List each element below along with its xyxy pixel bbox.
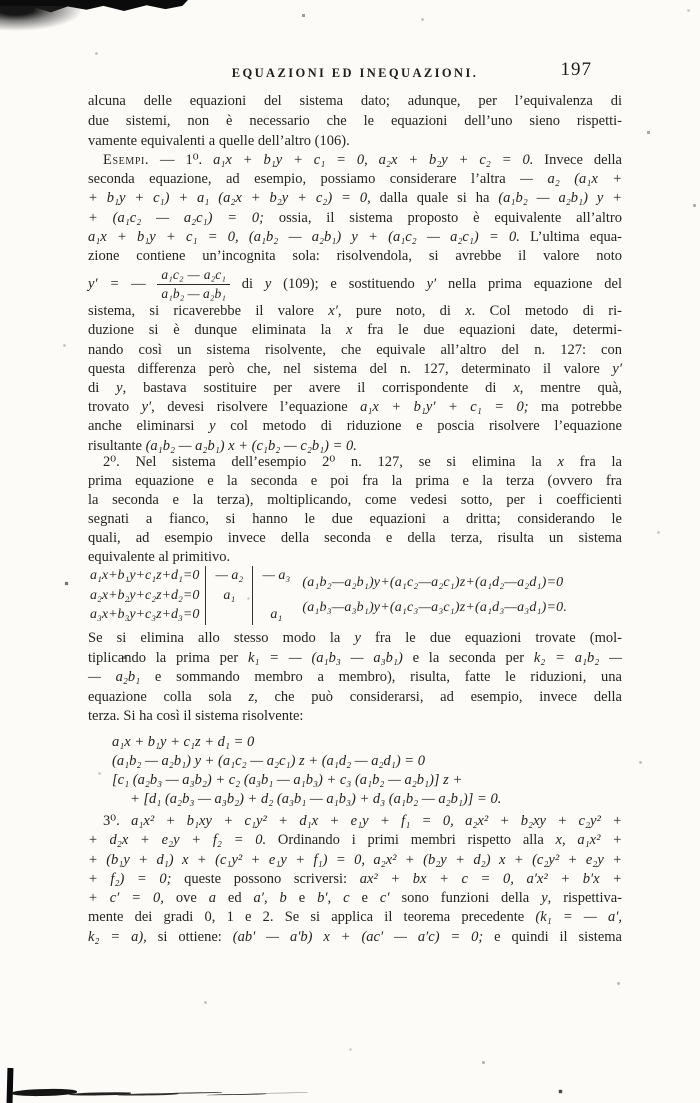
math-text: a₁x + b₁y + c₁ = 0, a₂x + b₂y + c₂ = 0. bbox=[213, 152, 534, 168]
math-text: c bbox=[343, 890, 350, 907]
text-line bbox=[88, 707, 622, 727]
paragraph-esempi-1 bbox=[88, 151, 622, 456]
math-text: y bbox=[541, 890, 548, 907]
multiplier-value: — a₂ bbox=[215, 568, 244, 583]
math-text: y′ bbox=[426, 276, 437, 293]
text-line bbox=[112, 771, 622, 790]
math-text: a₁x + b₁y + c₁z + d₁ = 0 bbox=[112, 734, 255, 750]
math-text: [c₁ (a₂b₃ — a₃b₂) + c₂ (a₃b₁ — a₁b₃) + c₃ (a₁b₂ — a₂b₁)] z + bbox=[112, 772, 463, 788]
math-text: x bbox=[513, 380, 520, 397]
body-text: segnati a fianco, si hanno le due equazioni a dritta; considerando le bbox=[88, 511, 622, 527]
text-line bbox=[88, 170, 622, 189]
body-text: e quindi il sistema bbox=[483, 928, 622, 945]
multiplier-value: a₁ bbox=[270, 607, 283, 622]
math-text: a₁c₂ — a₂c₁ bbox=[161, 266, 226, 282]
math-text: (ab′ — a′b) x + (ac′ — a′c) = 0; bbox=[232, 928, 484, 945]
scan-smudge-bottom-edge bbox=[11, 1089, 77, 1097]
math-text: x′ bbox=[328, 303, 338, 320]
page-number: 197 bbox=[560, 59, 592, 80]
fraction-denominator bbox=[157, 285, 230, 302]
body-text: e sommando membro a membro), risulta, fatte le riduzioni, una bbox=[140, 669, 622, 686]
math-text: + c′ = 0, bbox=[88, 890, 164, 907]
body-text: — bbox=[119, 276, 158, 293]
body-text: fra le due equazioni trovate (mol- bbox=[360, 630, 622, 646]
paragraph-esempio-2 bbox=[88, 453, 622, 567]
math-text: ax² + bx + c = 0, a′x² + b′x + bbox=[359, 870, 622, 887]
text-line bbox=[88, 151, 622, 170]
multiplier-value: a₁ bbox=[223, 587, 236, 603]
body-text: terza. Si ha così il sistema risolvente: bbox=[88, 708, 304, 725]
text-line bbox=[88, 91, 622, 111]
small-caps-text: Esempi. bbox=[103, 152, 150, 168]
scan-ink-smear-top-left bbox=[0, 6, 86, 32]
body-text: fra le due equazioni date, determi- bbox=[352, 322, 623, 339]
text-line bbox=[88, 928, 622, 947]
math-text: + d₂x + e₂y + f₂ = 0. bbox=[88, 832, 267, 849]
body-text: duzione si è dunque eliminata la bbox=[88, 322, 346, 339]
body-text: , rispettiva- bbox=[547, 890, 622, 907]
text-line bbox=[88, 668, 622, 688]
math-text: y′ bbox=[141, 399, 152, 416]
body-text bbox=[103, 152, 213, 168]
math-text: (a₁b₂ — a₂b₁) y + (a₁c₂ — a₂c₁) z + (a₁d₂ — a₂d₁) = 0 bbox=[112, 753, 425, 769]
body-text: ossia, il sistema proposto è equivalente all’altro bbox=[263, 209, 623, 226]
multiplier-column-second bbox=[252, 566, 293, 625]
eliminated-system-display bbox=[90, 566, 567, 625]
body-text: due sistemi, non è necessario che le equazioni dell’uno sieno rispetti- bbox=[88, 113, 622, 129]
math-text: x bbox=[465, 303, 472, 320]
body-text: quali, ad esempio invece della seconda e della terza, risulta un sistema bbox=[88, 530, 622, 546]
math-text: y bbox=[264, 276, 272, 293]
math-text: (a₁b₂ — a₂b₁) y + bbox=[498, 190, 623, 207]
math-text: b bbox=[279, 890, 287, 907]
text-line bbox=[112, 790, 622, 809]
math-text: a₁x + b₁y + c₁ = 0, (a₁b₂ — a₂b₁) y + (a₁c₂ — a₂c₁) = 0. bbox=[88, 228, 520, 245]
math-text: a′ bbox=[253, 890, 264, 907]
math-text: + (b₁y + d₁) x + (c₁y² + e₁y + f₁) = 0, a₂x² + (b₂y + d₂) x + (c₂y² + e₂y + bbox=[88, 851, 622, 868]
body-text: tiplicando la prima per bbox=[88, 649, 248, 666]
body-text: ed bbox=[215, 890, 254, 907]
body-text: di bbox=[229, 276, 265, 293]
body-text: risultante bbox=[88, 437, 146, 454]
body-text: di bbox=[88, 380, 117, 397]
body-text: queste possono scriversi: bbox=[171, 870, 360, 887]
text-line bbox=[112, 733, 622, 752]
body-text: Ordinando i primi membri rispetto alla bbox=[266, 832, 556, 849]
math-text: y′ = bbox=[88, 276, 120, 293]
fraction-numerator bbox=[157, 268, 230, 286]
text-line bbox=[88, 812, 622, 831]
body-text: prima equazione e la seconda e poi fra la prima e la terza (ovvero fra bbox=[88, 473, 622, 489]
body-text: (109); e sostituendo bbox=[271, 276, 427, 293]
body-text: equazione colla sola bbox=[88, 688, 249, 705]
math-text: a₁x + b₁y′ + c₁ = 0; bbox=[360, 399, 529, 416]
multiplier-value bbox=[212, 605, 246, 625]
body-text: Se si elimina allo stesso modo la bbox=[88, 630, 355, 646]
derived-equation: (a₁b₂—a₂b₁)y+(a₁c₂—a₂c₁)z+(a₁d₂—a₂d₁)=0 bbox=[302, 575, 564, 590]
text-line bbox=[88, 266, 622, 302]
math-text: c′ bbox=[379, 890, 390, 907]
math-text: (a₁b₂ — a₂b₁) x + (c₁b₂ — c₂b₁) = 0. bbox=[145, 437, 357, 454]
math-text: — a₂ (a₁x + bbox=[520, 171, 622, 188]
body-text: — 1⁰. bbox=[149, 152, 214, 168]
text-line bbox=[88, 417, 622, 436]
text-line bbox=[88, 870, 622, 889]
system-equation: a₁x+b₁y+c₁z+d₁=0 bbox=[90, 568, 200, 583]
body-text: alcuna delle equazioni del sistema dato; adunque, per l’equivalenza di bbox=[88, 93, 622, 109]
math-text: y bbox=[354, 630, 361, 646]
body-text: , che può considerarsi, ad esempio, invece della bbox=[254, 688, 622, 705]
derived-equation: (a₁b₃—a₃b₁)y+(a₁c₃—a₃c₁)z+(a₁d₃—a₃d₁)=0. bbox=[302, 600, 568, 615]
math-text: b′ bbox=[317, 890, 328, 907]
body-text: sistema, si ricaverebbe il valore bbox=[88, 303, 329, 320]
math-text: a₁x² + bbox=[577, 832, 623, 849]
text-line bbox=[88, 529, 622, 548]
math-text: + [d₁ (a₂b₃ — a₃b₂) + d₂ (a₃b₁ — a₁b₃) + d₃ (a₁b₂ — a₂b₁)] = 0. bbox=[130, 791, 502, 807]
math-text: + (a₁c₂ — a₂c₁) = 0; bbox=[88, 209, 264, 226]
body-text: , bbox=[327, 890, 344, 907]
math-text: + f₂) = 0; bbox=[88, 870, 172, 887]
body-text: , bbox=[263, 890, 280, 907]
math-text: a₁x² + b₁xy + c₁y² + d₁x + e₁y + f₁ = 0, a₂x² + b₂xy + c₂y² + bbox=[131, 813, 622, 829]
body-text: ma potrebbe bbox=[528, 399, 622, 416]
math-text: z bbox=[248, 688, 255, 705]
text-line bbox=[88, 360, 622, 379]
body-text: si ottiene: bbox=[146, 928, 233, 945]
body-text: Invece della bbox=[533, 152, 622, 168]
body-text: e la seconda per bbox=[402, 649, 534, 666]
text-line bbox=[88, 209, 622, 228]
body-text: anche eliminarsi bbox=[88, 418, 210, 435]
running-title: EQUAZIONI ED INEQUAZIONI. bbox=[231, 66, 479, 80]
text-line bbox=[88, 228, 622, 247]
math-text: y bbox=[209, 418, 216, 435]
body-text: , bastava sostituire per avere il corrispondente di bbox=[122, 380, 514, 397]
text-line bbox=[88, 321, 622, 340]
multiplier-value bbox=[259, 586, 293, 606]
body-text: seconda equazione, ad esempio, possiamo considerare l’altra bbox=[88, 171, 521, 188]
math-text: a bbox=[208, 890, 216, 907]
math-text: + b₁y + c₁) + a₁ (a₂x + b₂y + c₂) = 0, bbox=[88, 190, 371, 207]
text-line bbox=[88, 111, 622, 131]
text-line bbox=[88, 189, 622, 208]
derived-equations-column bbox=[302, 566, 567, 625]
system-equations-column bbox=[90, 566, 199, 625]
body-text: mente dei gradi 0, 1 e 2. Se si applica il teorema precedente bbox=[88, 909, 536, 926]
body-text: equivalente al primitivo. bbox=[88, 549, 231, 565]
text-line bbox=[88, 851, 622, 870]
scan-ink-bar-bottom-left bbox=[7, 1068, 14, 1103]
body-text: ove bbox=[163, 890, 209, 907]
body-text: , devesi risolvere l’equazione bbox=[151, 399, 361, 416]
text-line bbox=[88, 379, 622, 398]
multiplier-column-first bbox=[205, 566, 246, 625]
body-text: nando così un sistema risolvente, che equivale all’altro del n. 127: con bbox=[88, 341, 622, 358]
text-line bbox=[88, 831, 622, 850]
body-text: e bbox=[286, 890, 318, 907]
text-line bbox=[88, 453, 622, 472]
body-text: questa differenza però che, nel sistema del n. 127, determinato il valore bbox=[88, 360, 613, 377]
math-text: (k₁ = — a′, bbox=[535, 909, 623, 926]
text-line bbox=[88, 491, 622, 510]
math-text: k₂ = a), bbox=[88, 928, 147, 945]
text-line bbox=[88, 472, 622, 491]
text-line bbox=[88, 629, 622, 649]
text-line bbox=[88, 908, 622, 927]
text-line bbox=[88, 649, 622, 669]
math-text: k₂ = a₁b₂ — bbox=[533, 649, 622, 666]
text-line bbox=[88, 398, 622, 417]
inline-fraction bbox=[157, 268, 230, 303]
page-header bbox=[88, 59, 622, 87]
text-line bbox=[88, 889, 622, 908]
body-text: dalla quale si ha bbox=[370, 190, 499, 207]
body-text: la seconda e la terza), moltiplicando, come vedesi sotto, per i coefficienti bbox=[88, 492, 622, 508]
paragraph-esempio-3 bbox=[88, 812, 622, 947]
math-text: x bbox=[555, 832, 562, 849]
multiplier-value: — a₃ bbox=[262, 568, 291, 583]
math-text: k₁ = — (a₁b₃ — a₃b₁) bbox=[247, 649, 403, 666]
math-text: a₁b₂ — a₂b₁ bbox=[161, 286, 226, 302]
resolvent-system-display bbox=[112, 733, 622, 809]
body-text: 2⁰. Nel sistema dell’esempio 2⁰ n. 127, se si elimina la bbox=[103, 454, 558, 470]
math-text: x bbox=[345, 322, 353, 339]
system-equation: a₃x+b₃y+c₃z+d₃=0 bbox=[90, 607, 200, 622]
text-line bbox=[88, 341, 622, 360]
paragraph-elimination bbox=[88, 629, 622, 727]
body-text: col metodo di riduzione e poscia risolvere l’equazione bbox=[215, 418, 622, 435]
body-text: 3⁰. bbox=[103, 813, 132, 829]
body-text: sono funzioni della bbox=[389, 890, 542, 907]
scan-noise-speckles bbox=[0, 0, 1, 1]
body-text: , mentre quà, bbox=[519, 380, 623, 397]
text-line bbox=[112, 752, 622, 771]
text-line bbox=[88, 302, 622, 321]
body-text: trovato bbox=[88, 399, 142, 416]
math-text: y bbox=[116, 380, 123, 397]
math-text: — a₂b₁ bbox=[88, 669, 141, 686]
body-text: fra la bbox=[563, 454, 622, 470]
math-text: y′ bbox=[612, 360, 622, 377]
math-text: x bbox=[557, 454, 564, 470]
body-text: nella prima equazione del bbox=[436, 276, 623, 293]
body-text: vamente equivalenti a quelle dell’altro (106). bbox=[88, 133, 350, 149]
paragraph-intro bbox=[88, 91, 622, 151]
text-line bbox=[88, 548, 622, 567]
text-line bbox=[88, 247, 622, 266]
body-text: e bbox=[349, 890, 380, 907]
text-line bbox=[88, 131, 622, 151]
text-line bbox=[88, 688, 622, 708]
body-text: zione contiene un’incognita sola: risolvendola, si avrebbe il valore noto bbox=[88, 248, 622, 265]
text-line bbox=[88, 510, 622, 529]
body-text: , bbox=[561, 832, 578, 849]
body-text: L’ultima equa- bbox=[519, 228, 623, 245]
system-equation: a₂x+b₂y+c₂z+d₂=0 bbox=[90, 587, 200, 603]
body-text: . Col metodo di ri- bbox=[471, 303, 622, 320]
body-text: , pure noto, di bbox=[337, 303, 466, 320]
